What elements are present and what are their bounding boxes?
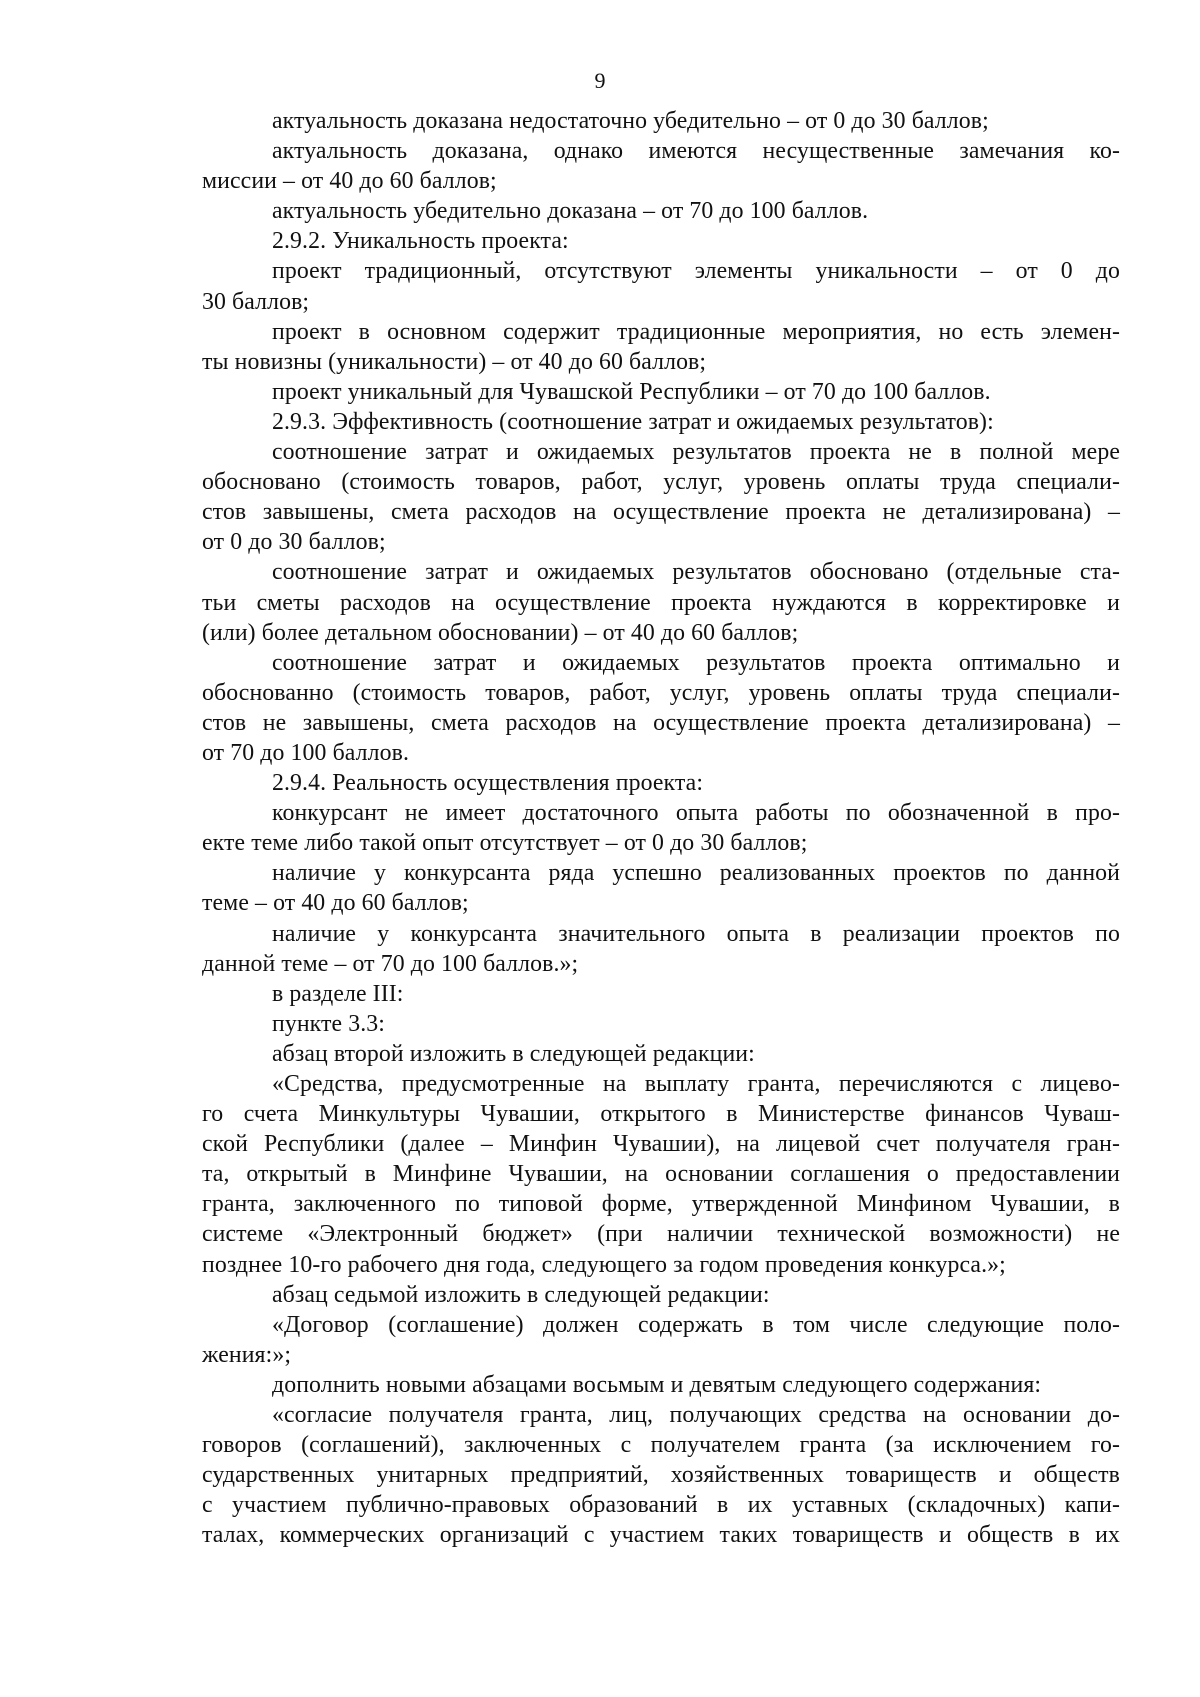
- text-line: актуальность доказана, однако имеются несущественные замечания ко-: [272, 138, 1120, 165]
- text-line: абзац второй изложить в следующей редакции:: [272, 1040, 755, 1067]
- text-line: «Договор (соглашение) должен содержать в том числе следующие поло-: [272, 1311, 1120, 1338]
- text-line: го счета Минкультуры Чувашии, открытого в Министерстве финансов Чуваш-: [202, 1101, 1120, 1128]
- text-line: наличие у конкурсанта значительного опыта в реализации проектов по: [272, 920, 1120, 947]
- paragraph: [202, 196, 1120, 226]
- text-line: позднее 10-го рабочего дня года, следующего за годом проведения конкурса.»;: [202, 1251, 1006, 1278]
- text-line: конкурсант не имеет достаточного опыта работы по обозначенной в про-: [272, 800, 1120, 827]
- page-number: 9: [594, 68, 606, 93]
- text-line: дополнить новыми абзацами восьмым и девятым следующего содержания:: [272, 1371, 1042, 1398]
- text-line: соотношение затрат и ожидаемых результатов проекта оптимально и: [272, 649, 1120, 676]
- paragraph: [202, 1009, 1120, 1039]
- paragraph: [202, 858, 1120, 918]
- text-line: соотношение затрат и ожидаемых результатов проекта не в полной мере: [272, 439, 1120, 466]
- text-line: проект уникальный для Чувашской Республики – от 70 до 100 баллов.: [272, 378, 991, 405]
- paragraph: [202, 136, 1120, 196]
- text-line: сударственных унитарных предприятий, хозяйственных товариществ и обществ: [202, 1462, 1120, 1489]
- text-line: от 0 до 30 баллов;: [202, 529, 386, 556]
- paragraph: [202, 919, 1120, 979]
- paragraph: [202, 317, 1120, 377]
- paragraph: [202, 648, 1120, 768]
- text-line: актуальность доказана недостаточно убедительно – от 0 до 30 баллов;: [272, 108, 989, 134]
- text-line: екте теме либо такой опыт отсутствует – от 0 до 30 баллов;: [202, 830, 808, 857]
- paragraph: [202, 1280, 1120, 1310]
- text-line: та, открытый в Минфине Чувашии, на основании соглашения о предоставлении: [202, 1161, 1120, 1188]
- text-line: теме – от 40 до 60 баллов;: [202, 890, 469, 917]
- text-line: ты новизны (уникальности) – от 40 до 60 баллов;: [202, 348, 707, 375]
- text-line: обоснованно (стоимость товаров, работ, услуг, уровень оплаты труда специали-: [202, 679, 1120, 706]
- text-line: соотношение затрат и ожидаемых результатов обосновано (отдельные ста-: [272, 559, 1120, 586]
- paragraph: [202, 256, 1120, 316]
- text-line: 2.9.2. Уникальность проекта:: [272, 228, 569, 255]
- text-line: жения:»;: [202, 1341, 292, 1368]
- text-line: с участием публично-правовых образований в их уставных (складочных) капи-: [202, 1492, 1120, 1519]
- paragraph: [202, 437, 1120, 557]
- paragraph: [202, 106, 1120, 136]
- text-line: 2.9.4. Реальность осуществления проекта:: [272, 770, 704, 797]
- text-line: 2.9.3. Эффективность (соотношение затрат и ожидаемых результатов):: [272, 408, 994, 435]
- paragraph: [202, 1069, 1120, 1280]
- text-line: «согласие получателя гранта, лиц, получающих средства на основании до-: [272, 1402, 1120, 1429]
- paragraph: [202, 768, 1120, 798]
- text-line: 30 баллов;: [202, 288, 310, 315]
- text-line: пункте 3.3:: [272, 1010, 385, 1037]
- paragraph: [202, 557, 1120, 647]
- paragraph: [202, 979, 1120, 1009]
- paragraph: [202, 1400, 1120, 1550]
- text-line: в разделе III:: [272, 980, 404, 1007]
- text-line: миссии – от 40 до 60 баллов;: [202, 168, 497, 195]
- text-line: тьи сметы расходов на осуществление проекта нуждаются в корректировке и: [202, 589, 1120, 616]
- text-line: наличие у конкурсанта ряда успешно реализованных проектов по данной: [272, 860, 1120, 887]
- text-line: «Средства, предусмотренные на выплату гранта, перечисляются с лицево-: [272, 1071, 1120, 1097]
- paragraph: [202, 1310, 1120, 1370]
- text-line: стов завышены, смета расходов на осуществление проекта не детализирована) –: [202, 499, 1120, 526]
- text-line: абзац седьмой изложить в следующей редакции:: [272, 1281, 770, 1308]
- text-line: обосновано (стоимость товаров, работ, услуг, уровень оплаты труда специали-: [202, 469, 1120, 496]
- text-line: системе «Электронный бюджет» (при наличии технической возможности) не: [202, 1221, 1120, 1248]
- text-line: актуальность убедительно доказана – от 70 до 100 баллов.: [272, 198, 869, 225]
- text-line: говоров (соглашений), заключенных с получателем гранта (за исключением го-: [202, 1432, 1120, 1459]
- paragraph: [202, 407, 1120, 437]
- text-line: проект в основном содержит традиционные мероприятия, но есть элемен-: [272, 318, 1120, 345]
- text-line: от 70 до 100 баллов.: [202, 739, 409, 766]
- text-line: (или) более детальном обосновании) – от 40 до 60 баллов;: [202, 619, 799, 646]
- text-line: данной теме – от 70 до 100 баллов.»;: [202, 950, 579, 977]
- text-line: ской Республики (далее – Минфин Чувашии), на лицевой счет получателя гран-: [202, 1131, 1120, 1158]
- paragraph: [202, 798, 1120, 858]
- document-body: [202, 106, 1120, 1551]
- paragraph: [202, 1039, 1120, 1069]
- paragraph: [202, 226, 1120, 256]
- paragraph: [202, 1370, 1120, 1400]
- text-line: талах, коммерческих организаций с участием таких товариществ и обществ в их: [202, 1522, 1120, 1549]
- text-line: проект традиционный, отсутствуют элементы уникальности – от 0 до: [272, 258, 1120, 285]
- paragraph: [202, 377, 1120, 407]
- text-line: гранта, заключенного по типовой форме, утвержденной Минфином Чувашии, в: [202, 1191, 1120, 1218]
- text-line: стов не завышены, смета расходов на осуществление проекта детализирована) –: [202, 709, 1120, 736]
